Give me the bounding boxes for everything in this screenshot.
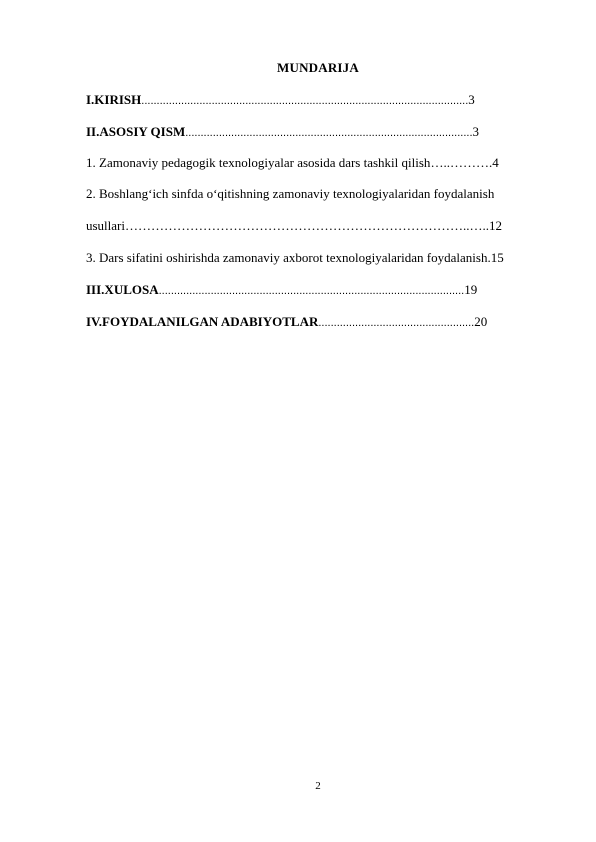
toc-entry-label: 2. Boshlang‘ich sinfda o‘qitishning zamonaviy texnologiyalaridan foydalanish bbox=[86, 186, 495, 201]
toc-entry-page: 3 bbox=[468, 92, 475, 107]
toc-entry-xulosa bbox=[86, 282, 477, 299]
toc-entry-leader: .............................................................................................. bbox=[185, 127, 473, 139]
toc-entry-adabiyotlar bbox=[86, 314, 487, 331]
toc-entry-label: 1. Zamonaviy pedagogik texnologiyalar asosida dars tashkil qilish bbox=[86, 155, 431, 170]
toc-entry-page: 4 bbox=[492, 155, 499, 170]
toc-entry-leader: .................................................................................................... bbox=[158, 285, 465, 297]
toc-entry-page: 15 bbox=[490, 250, 504, 265]
toc-entry-label: 3. Dars sifatini oshirishda zamonaviy axborot texnologiyalaridan foydalanish. bbox=[86, 250, 491, 265]
toc-entry-label: I.KIRISH bbox=[86, 92, 142, 107]
toc-entry-label: III.XULOSA bbox=[86, 282, 159, 297]
page-number: 2 bbox=[315, 780, 321, 792]
toc-entry-leader: …..………. bbox=[430, 155, 493, 170]
toc-entry-asosiy-qism bbox=[86, 124, 479, 141]
toc-entry-section-2-line-2 bbox=[86, 218, 502, 234]
toc-entry-page: 3 bbox=[472, 124, 479, 139]
toc-entry-kirish bbox=[86, 92, 475, 109]
toc-entry-leader: ……………………………………………………………………..….. bbox=[125, 218, 489, 233]
toc-entry-section-3 bbox=[86, 250, 504, 266]
toc-entry-label: II.ASOSIY QISM bbox=[86, 124, 186, 139]
toc-entry-label: IV.FOYDALANILGAN ADABIYOTLAR bbox=[86, 314, 319, 329]
page-title: MUNDARIJA bbox=[277, 60, 359, 75]
toc-entry-leader: ........................................................................................................... bbox=[141, 95, 469, 107]
toc-entry-label: usullari bbox=[86, 218, 125, 233]
toc-entry-page: 12 bbox=[489, 218, 502, 233]
toc-entry-section-2-line-1 bbox=[86, 186, 494, 202]
toc-entry-page: 20 bbox=[474, 314, 488, 329]
toc-entry-leader: ................................................... bbox=[318, 317, 475, 329]
toc-entry-page: 19 bbox=[464, 282, 478, 297]
toc-entry-section-1 bbox=[86, 155, 499, 171]
